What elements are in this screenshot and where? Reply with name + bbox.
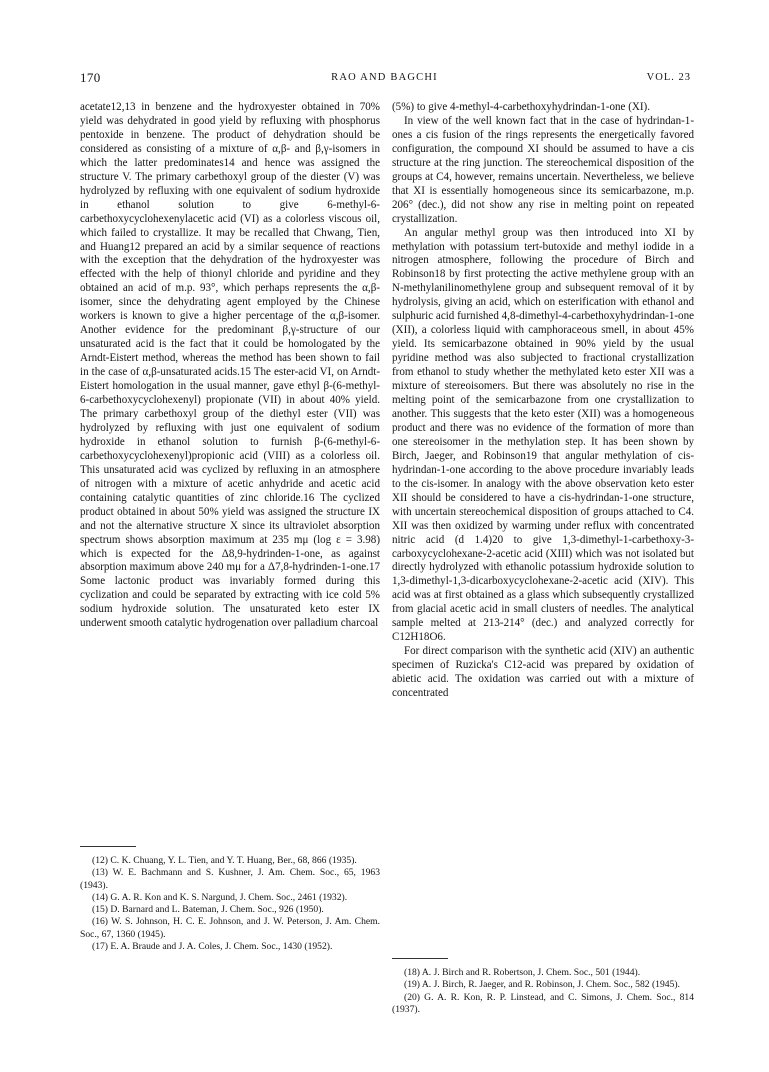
footnote-15: (15) D. Barnard and L. Bateman, J. Chem. Soc., 926 (1950).	[92, 904, 324, 916]
right-paragraph-3: An angular methyl group was then introduced into XI by methylation with potassium tert-butoxide and methyl iodide in a nitrogen atmosphere, following the procedure of Birch and Robinson18 by first protecting the active methylene group with an N-methylanilinomethylene group and subsequent removal of it by hydrolysis, giving an acid, which on esterification with ethanol and sulphuric acid furnished 4,8-dimethyl-4-carbethoxyhydrindan-1-one (XII), a colorless liquid with camphoraceous smell, in about 45% yield. Its semicarbazone obtained in 90% yield by the usual pyridine method was also subjected to fractional crystallization from ethanol to study whether the methylated keto ester XII was a mixture of stereoisomers. But there was absolutely no rise in the melting point of the semicarbazone from one crystallization to another. This suggests that the keto ester (XII) was a homogeneous product and there was no evidence of the formation of more than one stereoisomer in the methylation step. It has been shown by Birch, Jaeger, and Robinson19 that angular methylation of cis-hydrindan-1-one according to the above procedure invariably leads to the cis-isomer. In analogy with the above observation keto ester XII should be considered to have a cis-hydrindan-1-one structure, with uncertain stereochemical disposition of groups attached to C4. XII was then oxidized by warming under reflux with concentrated nitric acid (d 1.4)20 to give 1,3-dimethyl-1-carbethoxy-3-carboxycyclohexane-2-acetic acid (XIII) which was not isolated but directly hydrolyzed with ethanolic potassium hydroxide solution to 1,3-dimethyl-1,3-dicarboxycyclohexane-2-acetic acid (XIV). This acid was at first obtained as a glass which subsequently crystallized from glacial acetic acid in small clusters of needles. The analytical sample melted at 213-214° (dec.) and analyzed correctly for C12H18O6.	[392, 226, 694, 644]
right-paragraph-1: (5%) to give 4-methyl-4-carbethoxyhydrindan-1-one (XI).	[392, 101, 650, 113]
right-paragraph-4: For direct comparison with the synthetic acid (XIV) an authentic specimen of Ruzicka's C12-acid was prepared by oxidation of abietic acid. The oxidation was carried out with a mixture of concentrated	[392, 645, 694, 700]
footnote-20: (20) G. A. R. Kon, R. P. Linstead, and C. Simons, J. Chem. Soc., 814 (1937).	[392, 991, 694, 1015]
footnote-12: (12) C. K. Chuang, Y. L. Tien, and Y. T. Huang, Ber., 68, 866 (1935).	[92, 855, 357, 866]
left-footnote-rule	[80, 846, 136, 847]
footnote-17: (17) E. A. Braude and J. A. Coles, J. Chem. Soc., 1430 (1952).	[92, 941, 333, 953]
right-paragraph-2: In view of the well known fact that in the case of hydrindan-1-ones a cis fusion of the rings represents the energetically favored configuration, the compound XI should be assumed to have a cis structure at the ring junction. The stereochemical disposition of the groups at C4, however, remains uncertain. Nevertheless, we believe that XI is essentially homogeneous since its semicarbazone, m.p. 206° (dec.), did not show any rise in melting point on repeated crystallization.	[392, 114, 694, 225]
page-header	[78, 70, 691, 88]
right-footnote-rule	[392, 958, 448, 959]
running-title: RAO AND BAGCHI	[331, 72, 438, 83]
footnote-13: (13) W. E. Bachmann and S. Kushner, J. Am. Chem. Soc., 65, 1963 (1943).	[80, 867, 380, 891]
left-paragraph-1: acetate12,13 in benzene and the hydroxyester obtained in 70% yield was dehydrated in good yield by refluxing with phosphorus pentoxide in benzene. The product of dehydration should be considered as consisting of a mixture of α,β- and β,γ-isomers in which the latter predominates14 and hence was assigned the structure V. The primary carbethoxyl group of the diester (V) was hydrolyzed by refluxing with one equivalent of sodium hydroxide in ethanol solution to give 6-methyl-6-carbethoxycyclohexenylacetic acid (VI) as a colorless viscous oil, which failed to crystallize. It may be recalled that Chwang, Tien, and Huang12 prepared an acid by a similar sequence of reactions with the exception that the dehydration of the hydroxyester was effected with the help of thionyl chloride and pyridine and they obtained an acid of m.p. 93°, which perhaps represents the α,β-isomer, since the dehydrating agent employed by the Chinese workers is known to give a higher percentage of the α,β-isomer. Another evidence for the predominant β,γ-structure of our unsaturated acid is the fact that it could be homologated by the Arndt-Eistert method, whereas the method has been shown to fail in the case of α,β-unsaturated acids.15 The ester-acid VI, on Arndt-Eistert homologation in the usual manner, gave ethyl β-(6-methyl-6-carbethoxycyclohexenyl) propionate (VII) in about 40% yield. The primary carbethoxyl group of the diethyl ester (VII) was hydrolyzed by refluxing with just one equivalent of sodium hydroxide in ethanol solution to furnish β-(6-methyl-6-carbethoxycyclohexenyl)propionic acid (VIII) as a colorless oil. This unsaturated acid was cyclized by refluxing in an atmosphere of nitrogen with a mixture of acetic anhydride and acetic acid containing catalytic quantities of zinc chloride.16 The cyclized product obtained in about 50% yield was assigned the structure IX and not the alternative structure X since its ultraviolet absorption spectrum shows absorption maximum at 235 mμ (log ε = 3.98) which is expected for the Δ8,9-hydrinden-1-one, as against absorption maximum above 240 mμ for a Δ7,8-hydrinden-1-one.17 Some lactonic product was invariably formed during this cyclization and could be separated by extracting with ice cold 5% sodium hydroxide solution. The unsaturated keto ester IX underwent smooth catalytic hydrogenation over palladium charcoal	[80, 101, 380, 630]
page-number: 170	[80, 70, 101, 85]
right-column	[392, 101, 694, 701]
footnote-14: (14) G. A. R. Kon and K. S. Nargund, J. Chem. Soc., 2461 (1932).	[92, 891, 348, 903]
left-footnotes	[80, 855, 380, 953]
left-column	[80, 101, 380, 631]
footnote-16: (16) W. S. Johnson, H. C. E. Johnson, and J. W. Peterson, J. Am. Chem. Soc., 67, 1360 (1945).	[80, 916, 380, 940]
footnote-19: (19) A. J. Birch, R. Jaeger, and R. Robinson, J. Chem. Soc., 582 (1945).	[404, 979, 680, 991]
volume-label: VOL. 23	[646, 72, 691, 83]
right-footnotes	[392, 967, 694, 1016]
footnote-18: (18) A. J. Birch and R. Robertson, J. Chem. Soc., 501 (1944).	[404, 967, 641, 978]
